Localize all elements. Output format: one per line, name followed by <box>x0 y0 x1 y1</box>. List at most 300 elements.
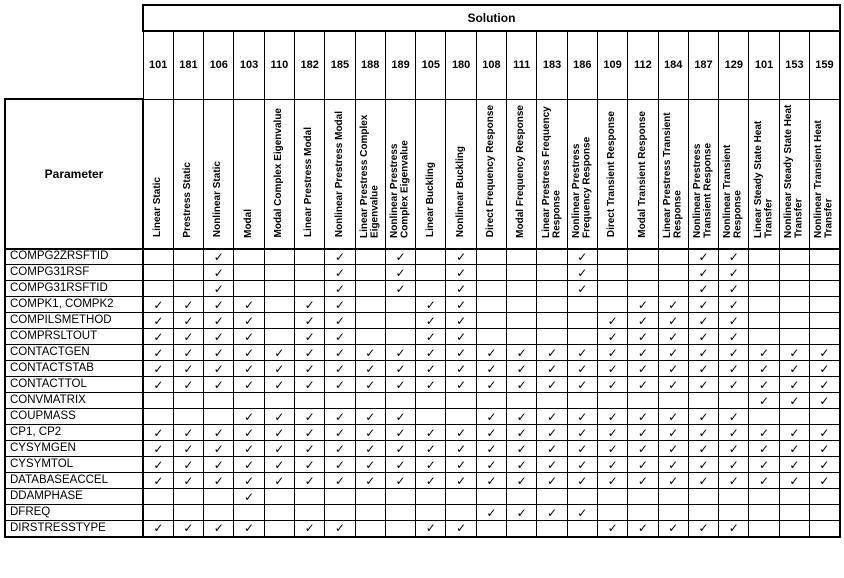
checkmark-cell: ✓ <box>234 457 264 473</box>
empty-cell <box>264 297 294 313</box>
empty-cell <box>719 489 749 505</box>
checkmark-cell: ✓ <box>810 473 840 489</box>
empty-cell <box>688 393 718 409</box>
solution-name-cell <box>688 99 718 249</box>
empty-cell <box>779 505 809 521</box>
checkmark-cell: ✓ <box>567 473 597 489</box>
solution-name-rotated-label: Linear Prestress Transient Response <box>661 111 684 238</box>
empty-cell <box>355 393 385 409</box>
empty-cell <box>810 489 840 505</box>
empty-cell <box>355 297 385 313</box>
empty-cell <box>355 329 385 345</box>
checkmark-cell: ✓ <box>567 409 597 425</box>
checkmark-cell: ✓ <box>355 361 385 377</box>
checkmark-cell: ✓ <box>658 473 688 489</box>
empty-cell <box>173 265 203 281</box>
empty-cell <box>325 505 355 521</box>
checkmark-cell: ✓ <box>749 361 779 377</box>
solution-name-cell <box>567 99 597 249</box>
checkmark-cell: ✓ <box>173 345 203 361</box>
solution-number: 187 <box>688 31 718 99</box>
checkmark-cell: ✓ <box>264 425 294 441</box>
checkmark-cell: ✓ <box>628 345 658 361</box>
empty-cell <box>173 281 203 297</box>
solution-name-rotated-label: Nonlinear Prestress Modal <box>333 111 345 238</box>
checkmark-cell: ✓ <box>204 377 234 393</box>
empty-cell <box>476 393 506 409</box>
checkmark-cell: ✓ <box>416 329 446 345</box>
checkmark-cell: ✓ <box>567 265 597 281</box>
checkmark-cell: ✓ <box>628 457 658 473</box>
empty-cell <box>658 265 688 281</box>
checkmark-cell: ✓ <box>537 345 567 361</box>
empty-cell <box>507 313 537 329</box>
empty-cell <box>476 281 506 297</box>
empty-cell <box>597 265 627 281</box>
empty-cell <box>355 505 385 521</box>
checkmark-cell: ✓ <box>719 361 749 377</box>
checkmark-cell: ✓ <box>779 457 809 473</box>
solution-number: 183 <box>537 31 567 99</box>
empty-cell <box>385 521 415 537</box>
checkmark-cell: ✓ <box>385 457 415 473</box>
checkmark-cell: ✓ <box>294 457 324 473</box>
parameter-name: CYSYMTOL <box>5 457 143 473</box>
solution-number: 105 <box>416 31 446 99</box>
solution-name-cell <box>204 99 234 249</box>
empty-cell <box>658 281 688 297</box>
empty-cell <box>476 249 506 265</box>
checkmark-cell: ✓ <box>719 313 749 329</box>
checkmark-cell: ✓ <box>325 441 355 457</box>
empty-cell <box>446 489 476 505</box>
parameter-row <box>5 473 840 489</box>
empty-cell <box>749 281 779 297</box>
checkmark-cell: ✓ <box>325 313 355 329</box>
checkmark-cell: ✓ <box>567 425 597 441</box>
parameter-row <box>5 265 840 281</box>
parameter-row <box>5 457 840 473</box>
empty-cell <box>143 505 173 521</box>
checkmark-cell: ✓ <box>234 409 264 425</box>
checkmark-cell: ✓ <box>325 425 355 441</box>
empty-cell <box>355 489 385 505</box>
empty-cell <box>143 281 173 297</box>
checkmark-cell: ✓ <box>173 425 203 441</box>
empty-cell <box>779 489 809 505</box>
checkmark-cell: ✓ <box>688 425 718 441</box>
checkmark-cell: ✓ <box>416 361 446 377</box>
parameter-name: COMPG31RSF <box>5 265 143 281</box>
checkmark-cell: ✓ <box>810 393 840 409</box>
checkmark-cell: ✓ <box>446 281 476 297</box>
empty-cell <box>143 249 173 265</box>
empty-cell <box>810 409 840 425</box>
empty-cell <box>810 329 840 345</box>
checkmark-cell: ✓ <box>476 441 506 457</box>
solution-name-rotated-label: Direct Frequency Response <box>485 105 497 238</box>
checkmark-cell: ✓ <box>688 281 718 297</box>
checkmark-cell: ✓ <box>810 345 840 361</box>
empty-cell <box>264 489 294 505</box>
checkmark-cell: ✓ <box>385 281 415 297</box>
parameter-row <box>5 425 840 441</box>
solution-name-rotated-label: Nonlinear Prestress Complex Eigenvalue <box>389 139 411 238</box>
checkmark-cell: ✓ <box>234 489 264 505</box>
checkmark-cell: ✓ <box>446 329 476 345</box>
empty-cell <box>143 409 173 425</box>
checkmark-cell: ✓ <box>779 345 809 361</box>
checkmark-cell: ✓ <box>385 345 415 361</box>
checkmark-cell: ✓ <box>688 441 718 457</box>
checkmark-cell: ✓ <box>264 361 294 377</box>
checkmark-cell: ✓ <box>173 441 203 457</box>
checkmark-cell: ✓ <box>416 521 446 537</box>
checkmark-cell: ✓ <box>628 297 658 313</box>
empty-cell <box>234 281 264 297</box>
parameter-column-header: Parameter <box>5 99 143 249</box>
empty-cell <box>779 281 809 297</box>
checkmark-cell: ✓ <box>476 409 506 425</box>
empty-cell <box>264 393 294 409</box>
empty-cell <box>658 505 688 521</box>
empty-cell <box>537 521 567 537</box>
empty-cell <box>597 505 627 521</box>
empty-cell <box>628 249 658 265</box>
solution-name-rotated-label: Nonlinear Static <box>212 161 224 238</box>
checkmark-cell: ✓ <box>294 377 324 393</box>
checkmark-cell: ✓ <box>779 473 809 489</box>
empty-cell <box>234 249 264 265</box>
checkmark-cell: ✓ <box>810 377 840 393</box>
parameter-name: COMPK1, COMPK2 <box>5 297 143 313</box>
checkmark-cell: ✓ <box>688 457 718 473</box>
checkmark-cell: ✓ <box>143 441 173 457</box>
empty-cell <box>507 393 537 409</box>
checkmark-cell: ✓ <box>416 441 446 457</box>
checkmark-cell: ✓ <box>173 297 203 313</box>
solution-number: 109 <box>597 31 627 99</box>
checkmark-cell: ✓ <box>204 457 234 473</box>
checkmark-cell: ✓ <box>628 425 658 441</box>
solution-name-cell <box>749 99 779 249</box>
checkmark-cell: ✓ <box>810 457 840 473</box>
checkmark-cell: ✓ <box>719 329 749 345</box>
checkmark-cell: ✓ <box>143 297 173 313</box>
checkmark-cell: ✓ <box>204 329 234 345</box>
empty-cell <box>597 297 627 313</box>
empty-cell <box>294 265 324 281</box>
empty-cell <box>597 393 627 409</box>
checkmark-cell: ✓ <box>597 409 627 425</box>
empty-cell <box>810 249 840 265</box>
checkmark-cell: ✓ <box>507 505 537 521</box>
checkmark-cell: ✓ <box>355 473 385 489</box>
checkmark-cell: ✓ <box>385 473 415 489</box>
checkmark-cell: ✓ <box>719 425 749 441</box>
checkmark-cell: ✓ <box>204 249 234 265</box>
solution-name-cell <box>628 99 658 249</box>
solution-number: 101 <box>749 31 779 99</box>
parameter-name: CONTACTSTAB <box>5 361 143 377</box>
empty-cell <box>749 489 779 505</box>
solution-number: 101 <box>143 31 173 99</box>
corner-spacer <box>5 5 143 31</box>
checkmark-cell: ✓ <box>355 345 385 361</box>
empty-cell <box>476 265 506 281</box>
empty-cell <box>416 393 446 409</box>
empty-cell <box>628 281 658 297</box>
corner-spacer <box>5 31 143 99</box>
checkmark-cell: ✓ <box>234 441 264 457</box>
checkmark-cell: ✓ <box>204 345 234 361</box>
checkmark-cell: ✓ <box>688 361 718 377</box>
checkmark-cell: ✓ <box>173 313 203 329</box>
empty-cell <box>810 505 840 521</box>
checkmark-cell: ✓ <box>294 313 324 329</box>
solution-name-cell <box>537 99 567 249</box>
checkmark-cell: ✓ <box>507 377 537 393</box>
checkmark-cell: ✓ <box>779 393 809 409</box>
empty-cell <box>537 393 567 409</box>
checkmark-cell: ✓ <box>537 473 567 489</box>
parameter-row <box>5 505 840 521</box>
checkmark-cell: ✓ <box>325 345 355 361</box>
solution-name-cell <box>325 99 355 249</box>
solution-name-cell <box>476 99 506 249</box>
checkmark-cell: ✓ <box>658 521 688 537</box>
checkmark-cell: ✓ <box>567 249 597 265</box>
empty-cell <box>325 489 355 505</box>
checkmark-cell: ✓ <box>173 329 203 345</box>
checkmark-cell: ✓ <box>325 297 355 313</box>
checkmark-cell: ✓ <box>507 441 537 457</box>
solution-number: 181 <box>173 31 203 99</box>
checkmark-cell: ✓ <box>688 473 718 489</box>
solution-number: 188 <box>355 31 385 99</box>
solution-name-rotated-label: Linear Prestress Complex Eigenvalue <box>358 114 381 238</box>
checkmark-cell: ✓ <box>173 473 203 489</box>
checkmark-cell: ✓ <box>476 425 506 441</box>
checkmark-cell: ✓ <box>719 281 749 297</box>
solution-number: 185 <box>325 31 355 99</box>
solution-number: 106 <box>204 31 234 99</box>
checkmark-cell: ✓ <box>385 361 415 377</box>
checkmark-cell: ✓ <box>234 425 264 441</box>
empty-cell <box>294 393 324 409</box>
empty-cell <box>264 281 294 297</box>
parameter-name: DATABASEACCEL <box>5 473 143 489</box>
checkmark-cell: ✓ <box>628 521 658 537</box>
parameter-row <box>5 441 840 457</box>
empty-cell <box>810 265 840 281</box>
empty-cell <box>476 521 506 537</box>
checkmark-cell: ✓ <box>779 425 809 441</box>
checkmark-cell: ✓ <box>204 265 234 281</box>
checkmark-cell: ✓ <box>628 441 658 457</box>
solution-number: 189 <box>385 31 415 99</box>
checkmark-cell: ✓ <box>446 521 476 537</box>
checkmark-cell: ✓ <box>810 425 840 441</box>
checkmark-cell: ✓ <box>597 425 627 441</box>
parameter-name: COUPMASS <box>5 409 143 425</box>
checkmark-cell: ✓ <box>688 249 718 265</box>
checkmark-cell: ✓ <box>628 377 658 393</box>
empty-cell <box>264 329 294 345</box>
empty-cell <box>810 281 840 297</box>
checkmark-cell: ✓ <box>476 345 506 361</box>
checkmark-cell: ✓ <box>537 377 567 393</box>
checkmark-cell: ✓ <box>719 521 749 537</box>
checkmark-cell: ✓ <box>749 377 779 393</box>
parameter-name: CONVMATRIX <box>5 393 143 409</box>
empty-cell <box>567 329 597 345</box>
empty-cell <box>628 393 658 409</box>
checkmark-cell: ✓ <box>355 441 385 457</box>
solution-number: 184 <box>658 31 688 99</box>
checkmark-cell: ✓ <box>658 377 688 393</box>
empty-cell <box>355 313 385 329</box>
checkmark-cell: ✓ <box>446 473 476 489</box>
empty-cell <box>537 281 567 297</box>
empty-cell <box>416 249 446 265</box>
checkmark-cell: ✓ <box>688 377 718 393</box>
checkmark-cell: ✓ <box>688 521 718 537</box>
empty-cell <box>416 281 446 297</box>
solution-name-cell <box>719 99 749 249</box>
solution-name-cell <box>385 99 415 249</box>
checkmark-cell: ✓ <box>143 361 173 377</box>
checkmark-cell: ✓ <box>446 457 476 473</box>
empty-cell <box>264 313 294 329</box>
checkmark-cell: ✓ <box>204 361 234 377</box>
empty-cell <box>234 393 264 409</box>
checkmark-cell: ✓ <box>355 425 385 441</box>
empty-cell <box>264 249 294 265</box>
checkmark-cell: ✓ <box>719 457 749 473</box>
empty-cell <box>749 297 779 313</box>
parameter-name: DDAMPHASE <box>5 489 143 505</box>
checkmark-cell: ✓ <box>658 441 688 457</box>
solution-name-cell <box>446 99 476 249</box>
checkmark-cell: ✓ <box>779 441 809 457</box>
solution-name-cell <box>507 99 537 249</box>
empty-cell <box>355 521 385 537</box>
solution-names-row <box>5 99 840 249</box>
parameter-row <box>5 393 840 409</box>
solution-number: 180 <box>446 31 476 99</box>
empty-cell <box>264 265 294 281</box>
solution-name-rotated-label: Nonlinear Steady State Heat Transfer <box>782 104 805 238</box>
checkmark-cell: ✓ <box>173 521 203 537</box>
empty-cell <box>537 265 567 281</box>
solution-number: 103 <box>234 31 264 99</box>
solution-number: 112 <box>628 31 658 99</box>
solution-name-rotated-label: Modal Frequency Response <box>515 104 527 238</box>
empty-cell <box>749 329 779 345</box>
checkmark-cell: ✓ <box>567 441 597 457</box>
checkmark-cell: ✓ <box>264 409 294 425</box>
solution-name-cell <box>810 99 840 249</box>
solution-parameter-matrix-table <box>4 4 841 538</box>
checkmark-cell: ✓ <box>325 265 355 281</box>
checkmark-cell: ✓ <box>719 345 749 361</box>
checkmark-cell: ✓ <box>658 297 688 313</box>
empty-cell <box>749 249 779 265</box>
checkmark-cell: ✓ <box>294 361 324 377</box>
empty-cell <box>143 265 173 281</box>
empty-cell <box>628 265 658 281</box>
checkmark-cell: ✓ <box>719 473 749 489</box>
checkmark-cell: ✓ <box>476 377 506 393</box>
checkmark-cell: ✓ <box>537 457 567 473</box>
empty-cell <box>810 297 840 313</box>
checkmark-cell: ✓ <box>143 377 173 393</box>
parameter-name: COMPG2ZRSFTID <box>5 249 143 265</box>
checkmark-cell: ✓ <box>597 457 627 473</box>
checkmark-cell: ✓ <box>567 457 597 473</box>
solution-name-rotated-label: Modal Complex Eigenvalue <box>273 108 285 238</box>
checkmark-cell: ✓ <box>476 505 506 521</box>
empty-cell <box>779 249 809 265</box>
empty-cell <box>385 297 415 313</box>
checkmark-cell: ✓ <box>810 361 840 377</box>
checkmark-cell: ✓ <box>143 521 173 537</box>
checkmark-cell: ✓ <box>234 297 264 313</box>
checkmark-cell: ✓ <box>507 457 537 473</box>
checkmark-cell: ✓ <box>173 377 203 393</box>
empty-cell <box>355 265 385 281</box>
checkmark-cell: ✓ <box>264 441 294 457</box>
parameter-name: CONTACTGEN <box>5 345 143 361</box>
checkmark-cell: ✓ <box>476 473 506 489</box>
checkmark-cell: ✓ <box>597 329 627 345</box>
checkmark-cell: ✓ <box>779 377 809 393</box>
solution-name-rotated-label: Prestress Static <box>182 161 194 238</box>
empty-cell <box>658 489 688 505</box>
empty-cell <box>173 249 203 265</box>
solution-name-cell <box>355 99 385 249</box>
checkmark-cell: ✓ <box>688 313 718 329</box>
checkmark-cell: ✓ <box>325 521 355 537</box>
empty-cell <box>264 505 294 521</box>
checkmark-cell: ✓ <box>658 425 688 441</box>
empty-cell <box>567 521 597 537</box>
empty-cell <box>779 521 809 537</box>
parameter-row <box>5 345 840 361</box>
empty-cell <box>537 329 567 345</box>
empty-cell <box>204 505 234 521</box>
empty-cell <box>446 409 476 425</box>
empty-cell <box>688 505 718 521</box>
parameter-name: CYSYMGEN <box>5 441 143 457</box>
empty-cell <box>294 281 324 297</box>
checkmark-cell: ✓ <box>628 313 658 329</box>
solution-name-cell <box>658 99 688 249</box>
empty-cell <box>597 249 627 265</box>
parameter-row <box>5 297 840 313</box>
parameter-row <box>5 489 840 505</box>
checkmark-cell: ✓ <box>537 409 567 425</box>
checkmark-cell: ✓ <box>234 521 264 537</box>
checkmark-cell: ✓ <box>446 313 476 329</box>
checkmark-cell: ✓ <box>204 281 234 297</box>
checkmark-cell: ✓ <box>325 361 355 377</box>
solution-name-cell <box>143 99 173 249</box>
empty-cell <box>567 489 597 505</box>
checkmark-cell: ✓ <box>294 345 324 361</box>
checkmark-cell: ✓ <box>173 457 203 473</box>
